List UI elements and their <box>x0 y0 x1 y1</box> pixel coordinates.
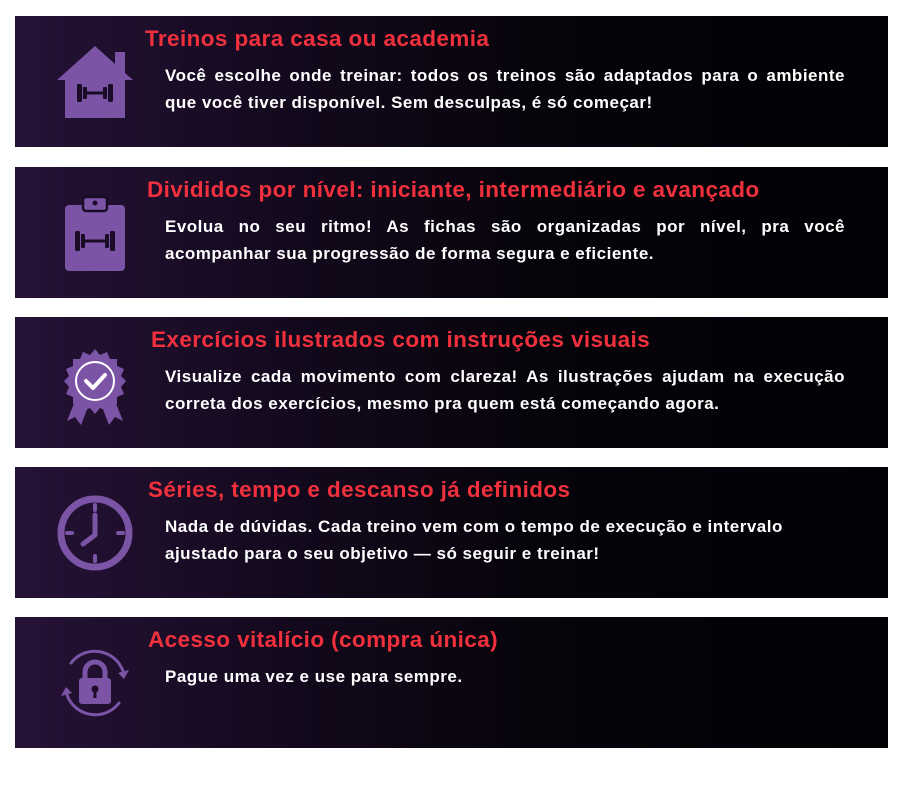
card-title: Treinos para casa ou academia <box>145 26 490 51</box>
card-title: Divididos por nível: iniciante, intermediário e avançado <box>147 177 760 202</box>
card-description: Visualize cada movimento com clareza! As ilustrações ajudam na execução correta dos exercícios, mesmo pra quem está começando agora. <box>165 367 845 413</box>
lock-refresh-icon <box>53 641 137 725</box>
house-dumbbell-icon <box>53 40 137 124</box>
card-description: Pague uma vez e use para sempre. <box>165 667 463 686</box>
card-description: Evolua no seu ritmo! As fichas são organizadas por nível, pra você acompanhar sua progressão de forma segura e eficiente. <box>165 217 845 263</box>
card-title: Exercícios ilustrados com instruções visuais <box>151 327 651 352</box>
card-description: Nada de dúvidas. Cada treino vem com o tempo de execução e intervalo ajustado para o seu objetivo — só seguir e treinar! <box>165 517 783 563</box>
feature-card-lifetime <box>15 617 888 748</box>
feature-card-series <box>15 467 888 598</box>
card-title: Séries, tempo e descanso já definidos <box>148 477 571 502</box>
card-title: Acesso vitalício (compra única) <box>148 627 499 652</box>
card-description: Você escolhe onde treinar: todos os treinos são adaptados para o ambiente que você tiver disponível. Sem desculpas, é só começar! <box>165 66 845 112</box>
clipboard-dumbbell-icon <box>53 191 137 275</box>
feature-card-levels <box>15 167 888 298</box>
feature-card-illustrated <box>15 317 888 448</box>
clock-icon <box>53 491 137 575</box>
badge-check-icon <box>53 341 137 425</box>
feature-card-home-gym <box>15 16 888 147</box>
